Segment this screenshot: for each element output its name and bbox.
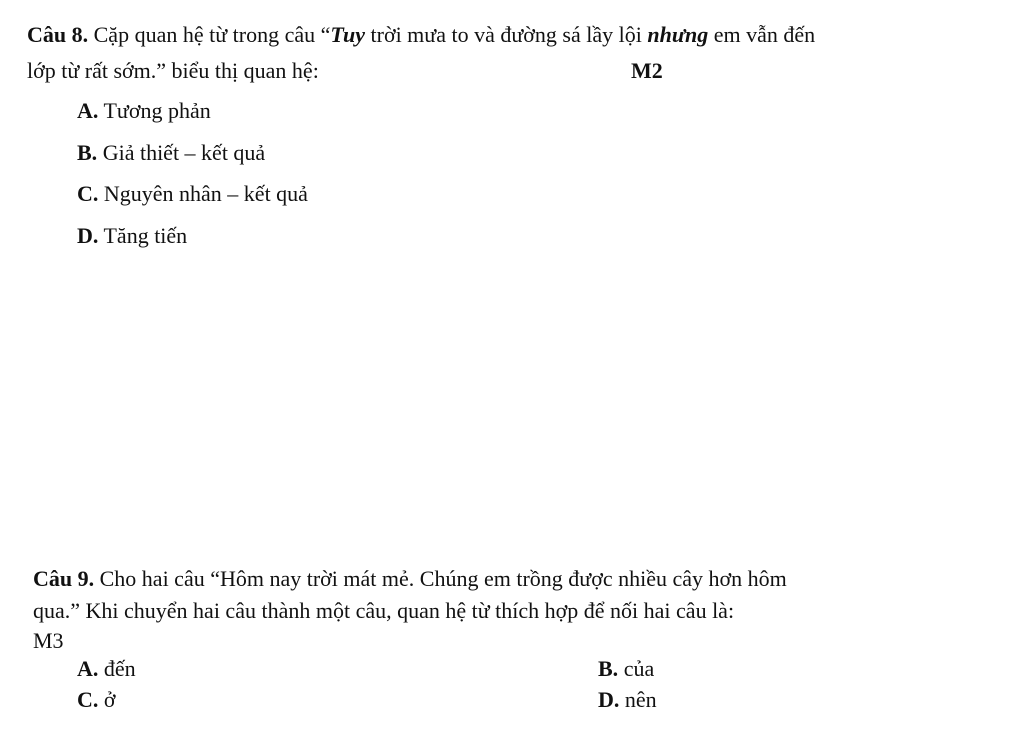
question-8-option-d[interactable] [77,223,187,249]
question-8-option-a[interactable] [77,98,211,124]
question-8-option-b[interactable] [77,140,265,166]
option-text: nên [619,687,657,712]
question-8-keyword-nhung: nhưng [647,22,709,47]
option-letter: C. [77,181,99,206]
question-8-line-1 [27,22,815,48]
option-text: đến [98,656,136,681]
option-letter: A. [77,98,99,123]
question-9-option-a[interactable] [77,656,136,682]
question-9-line-1 [33,566,787,592]
option-text: Nguyên nhân – kết quả [98,181,308,206]
option-text: ở [98,687,116,712]
question-9-line-2: qua.” Khi chuyển hai câu thành một câu, quan hệ từ thích hợp để nối hai câu là: [33,598,735,623]
option-text: Tương phản [98,98,211,123]
question-9-option-b[interactable] [598,656,654,682]
option-letter: A. [77,656,99,681]
question-9-label: Câu 9. [33,566,95,591]
question-9-text-part-a: Cho hai câu “Hôm nay trời mát mẻ. Chúng em trồng được nhiều cây hơn hôm [94,566,787,591]
option-text: Tăng tiến [98,223,188,248]
option-letter: D. [77,223,99,248]
option-letter: C. [77,687,99,712]
option-letter: B. [598,656,619,681]
option-letter: D. [598,687,620,712]
option-letter: B. [77,140,98,165]
question-8-text-part-c: em vẫn đến [708,22,816,47]
option-text: của [618,656,655,681]
question-8-option-c[interactable] [77,181,308,207]
question-8-level: M2 [631,58,663,83]
question-9-option-d[interactable] [598,687,657,713]
question-9-option-c[interactable] [77,687,116,713]
question-8-line-2: lớp từ rất sớm.” biểu thị quan hệ: [27,58,319,83]
option-text: Giả thiết – kết quả [97,140,266,165]
question-8-keyword-tuy: Tuy [330,22,365,47]
question-9-level: M3 [33,628,64,653]
question-8-label: Câu 8. [27,22,89,47]
question-8-text-part-a: Cặp quan hệ từ trong câu “ [88,22,331,47]
question-8-text-part-b: trời mưa to và đường sá lầy lội [365,22,648,47]
